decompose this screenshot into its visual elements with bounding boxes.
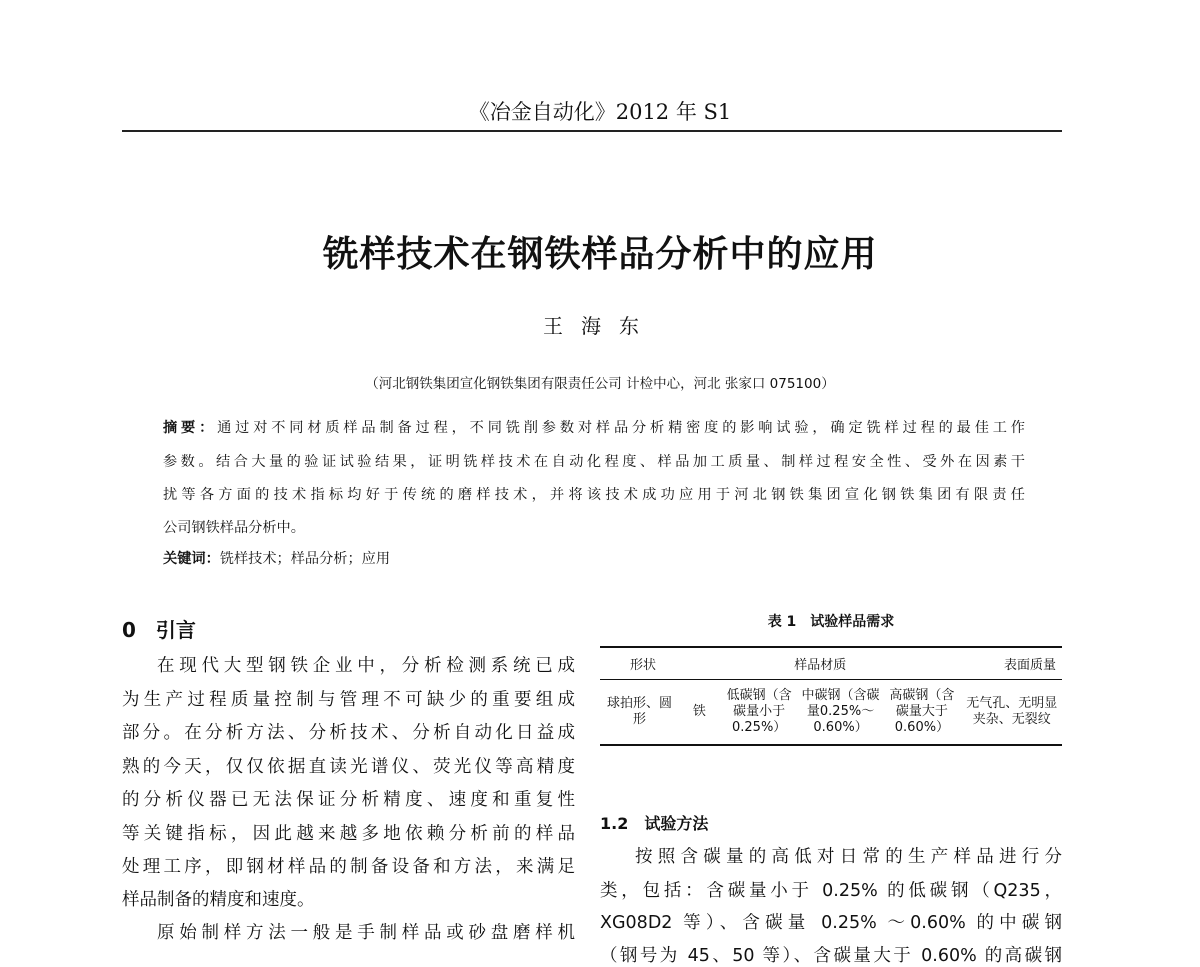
body-line: 类，包括：含碳量小于 0.25% 的低碳钢（Q235， [600, 881, 1062, 901]
table-cell: 铁 [679, 680, 720, 746]
body-line: 处理工序，即钢材样品的制备设备和方法，来满足 [122, 857, 575, 877]
author: 王海东 [543, 314, 657, 338]
table-header: 样品材质 [679, 647, 961, 680]
section-heading-method: 1.2 试验方法 [600, 814, 709, 833]
keywords-label: 关键词： [163, 551, 220, 567]
abstract-line: 扰等各方面的技术指标均好于传统的磨样技术，并将该技术成功应用于河北钢铁集团宣化钢铁集团有限责任 [163, 487, 1025, 503]
table-title: 表 1 试验样品需求 [767, 614, 895, 630]
body-line: 的分析仪器已无法保证分析精度、速度和重复性 [122, 790, 575, 810]
body-line: 原始制样方法一般是手制样品或砂盘磨样机 [157, 923, 575, 943]
table-cell: 无气孔、无明显夹杂、无裂纹 [961, 680, 1062, 746]
table-cell: 中碳钢（含碳量0.25%～0.60%） [799, 680, 883, 746]
body-line: 等关键指标，因此越来越多地依赖分析前的样品 [122, 824, 575, 844]
table-header: 形状 [600, 647, 679, 680]
abstract-text: 通过对不同材质样品制备过程，不同铣削参数对样品分析精密度的影响试验，确定铣样过程的最佳工作 [217, 420, 1025, 436]
body-line: 在现代大型钢铁企业中，分析检测系统已成 [157, 656, 575, 676]
abstract-line: 参数。结合大量的验证试验结果，证明铣样技术在自动化程度、样品加工质量、制样过程安全性、受外在因素干 [163, 454, 1025, 470]
body-line: 为生产过程质量控制与管理不可缺少的重要组成 [122, 690, 575, 710]
table-header-row [600, 647, 1062, 680]
header-rule [122, 130, 1062, 132]
body-line: 部分。在分析方法、分析技术、分析自动化日益成 [122, 723, 575, 743]
body-line: XG08D2 等）、含碳量 0.25% ～0.60% 的中碳钢 [600, 913, 1062, 933]
keywords [163, 548, 1025, 568]
journal-header: 《冶金自动化》2012 年 S1 [468, 100, 732, 124]
abstract-line: 公司钢铁样品分析中。 [163, 520, 305, 536]
table-cell: 低碳钢（含碳量小于0.25%） [720, 680, 799, 746]
abstract-label: 摘要： [163, 420, 218, 436]
table-cell: 球拍形、圆形 [600, 680, 679, 746]
paper-title: 铣样技术在钢铁样品分析中的应用 [322, 234, 878, 275]
section-heading-intro: 0 引言 [122, 618, 196, 642]
table-row [600, 680, 1062, 746]
affiliation: （河北钢铁集团宣化钢铁集团有限责任公司 计检中心，河北 张家口 075100） [365, 376, 835, 392]
sample-requirements-table [600, 646, 1062, 746]
keywords-text: 铣样技术；样品分析；应用 [219, 551, 391, 567]
table-header: 表面质量 [961, 647, 1062, 680]
body-line: 样品制备的精度和速度。 [122, 890, 315, 910]
table-cell: 高碳钢（含碳量大于0.60%） [882, 680, 961, 746]
abstract-line [163, 417, 1025, 437]
body-line: （钢号为 45、50 等）、含碳量大于 0.60% 的高碳钢 [600, 946, 1062, 966]
body-line: 按照含碳量的高低对日常的生产样品进行分 [635, 847, 1062, 867]
body-line: 熟的今天，仅仅依据直读光谱仪、荧光仪等高精度 [122, 757, 575, 777]
